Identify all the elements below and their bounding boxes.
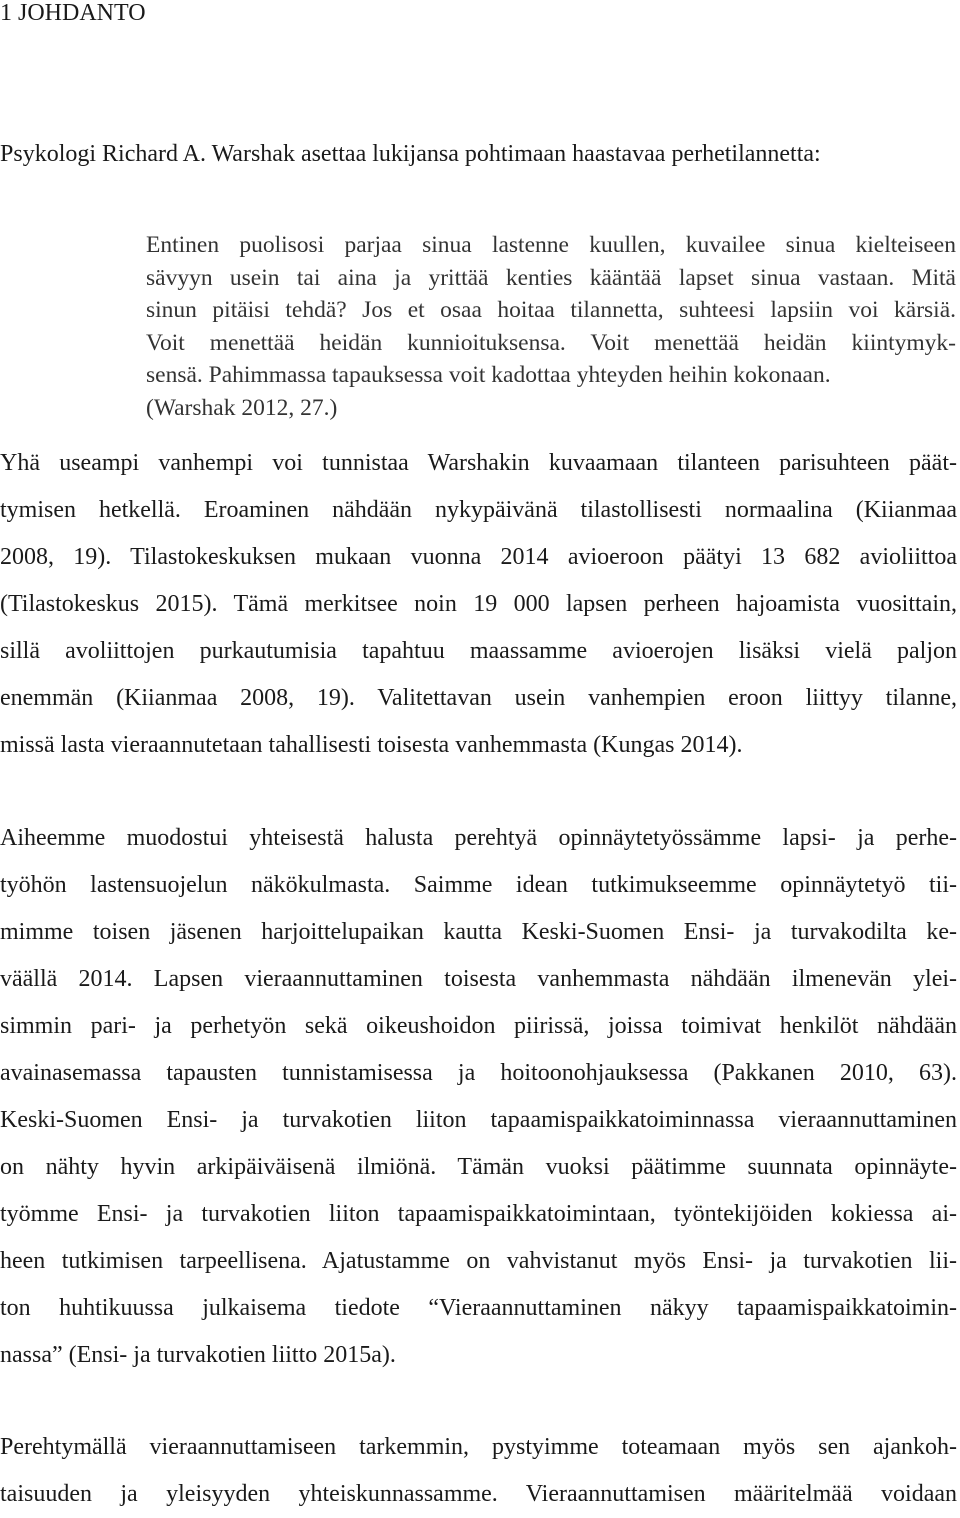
quote-line: sensä. Pahimmassa tapauksessa voit kadottaa yhteyden heihin kokonaan.	[146, 362, 831, 388]
intro-line: Psykologi Richard A. Warshak asettaa lukijansa pohtimaan haastavaa perhetilannetta:	[0, 141, 821, 167]
quote-line: sävyyn usein tai aina ja yrittää kenties kääntää lapset sinua vastaan. Mitä	[146, 264, 956, 291]
paragraph-line: tymisen hetkellä. Eroaminen nähdään nykypäivänä tilastollisesti normaalina (Kiianmaa	[0, 497, 957, 523]
paragraph-line: Aiheemme muodostui yhteisestä halusta perehtyä opinnäytetyössämme lapsi- ja perhe-	[0, 825, 957, 851]
paragraph-line: mimme toisen jäsenen harjoittelupaikan kautta Keski-Suomen Ensi- ja turvakodilta ke-	[0, 919, 957, 945]
quote-line: Voit menettää heidän kunnioituksensa. Voit menettää heidän kiintymyk-	[146, 329, 956, 356]
paragraph-line: Keski-Suomen Ensi- ja turvakotien liiton tapaamispaikkatoiminnassa vieraannuttaminen	[0, 1107, 957, 1133]
paragraph-2	[0, 815, 957, 1379]
intro-paragraph	[0, 136, 821, 172]
chapter-heading: 1 JOHDANTO	[0, 0, 146, 26]
paragraph-line: on nähty hyvin arkipäiväisenä ilmiönä. Tämän vuoksi päätimme suunnata opinnäyte-	[0, 1154, 957, 1180]
paragraph-line: ton huhtikuussa julkaisema tiedote “Vieraannuttaminen näkyy tapaamispaikkatoimin-	[0, 1295, 957, 1321]
block-quote	[146, 229, 956, 424]
paragraph-line: Perehtymällä vieraannuttamiseen tarkemmin, pystyimme toteamaan myös sen ajankoh-	[0, 1434, 957, 1460]
paragraph-line: (Tilastokeskus 2015). Tämä merkitsee noin 19 000 lapsen perheen hajoamista vuosittain,	[0, 591, 957, 617]
paragraph-line: avainasemassa tapausten tunnistamisessa ja hoitoonohjauksessa (Pakkanen 2010, 63).	[0, 1060, 957, 1086]
paragraph-line: nassa” (Ensi- ja turvakotien liitto 2015a).	[0, 1342, 396, 1368]
quote-line: Entinen puolisosi parjaa sinua lastenne kuullen, kuvailee sinua kielteiseen	[146, 232, 956, 258]
paragraph-line: taisuuden ja yleisyyden yhteiskunnassamme. Vieraannuttamisen määritelmää voidaan	[0, 1481, 957, 1507]
paragraph-line: työmme Ensi- ja turvakotien liiton tapaamispaikkatoimintaan, työntekijöiden kokiessa ai-	[0, 1201, 957, 1227]
paragraph-1	[0, 440, 957, 769]
paragraph-line: työhön lastensuojelun näkökulmasta. Saimme idean tutkimukseemme opinnäytetyö tii-	[0, 872, 957, 898]
paragraph-line: missä lasta vieraannutetaan tahallisesti toisesta vanhemmasta (Kungas 2014).	[0, 732, 743, 758]
paragraph-line: heen tutkimisen tarpeellisena. Ajatustamme on vahvistanut myös Ensi- ja turvakotien lii-	[0, 1248, 957, 1274]
paragraph-line: enemmän (Kiianmaa 2008, 19). Valitettavan usein vanhempien eroon liittyy tilanne,	[0, 685, 957, 711]
paragraph-line: väällä 2014. Lapsen vieraannuttaminen toisesta vanhemmasta nähdään ilmenevän ylei-	[0, 966, 957, 992]
quote-line: sinun pitäisi tehdä? Jos et osaa hoitaa tilannetta, suhteesi lapsiin voi kärsiä.	[146, 297, 956, 323]
paragraph-3	[0, 1424, 957, 1518]
paragraph-line: Yhä useampi vanhempi voi tunnistaa Warshakin kuvaamaan tilanteen parisuhteen päät-	[0, 450, 957, 476]
paragraph-line: simmin pari- ja perhetyön sekä oikeushoidon piirissä, joissa toimivat henkilöt nähdään	[0, 1013, 957, 1039]
quote-citation: (Warshak 2012, 27.)	[146, 394, 338, 421]
paragraph-line: 2008, 19). Tilastokeskuksen mukaan vuonna 2014 avioeroon päätyi 13 682 avioliittoa	[0, 544, 957, 570]
paragraph-line: sillä avoliittojen purkautumisia tapahtuu maassamme avioerojen lisäksi vielä paljon	[0, 638, 957, 664]
